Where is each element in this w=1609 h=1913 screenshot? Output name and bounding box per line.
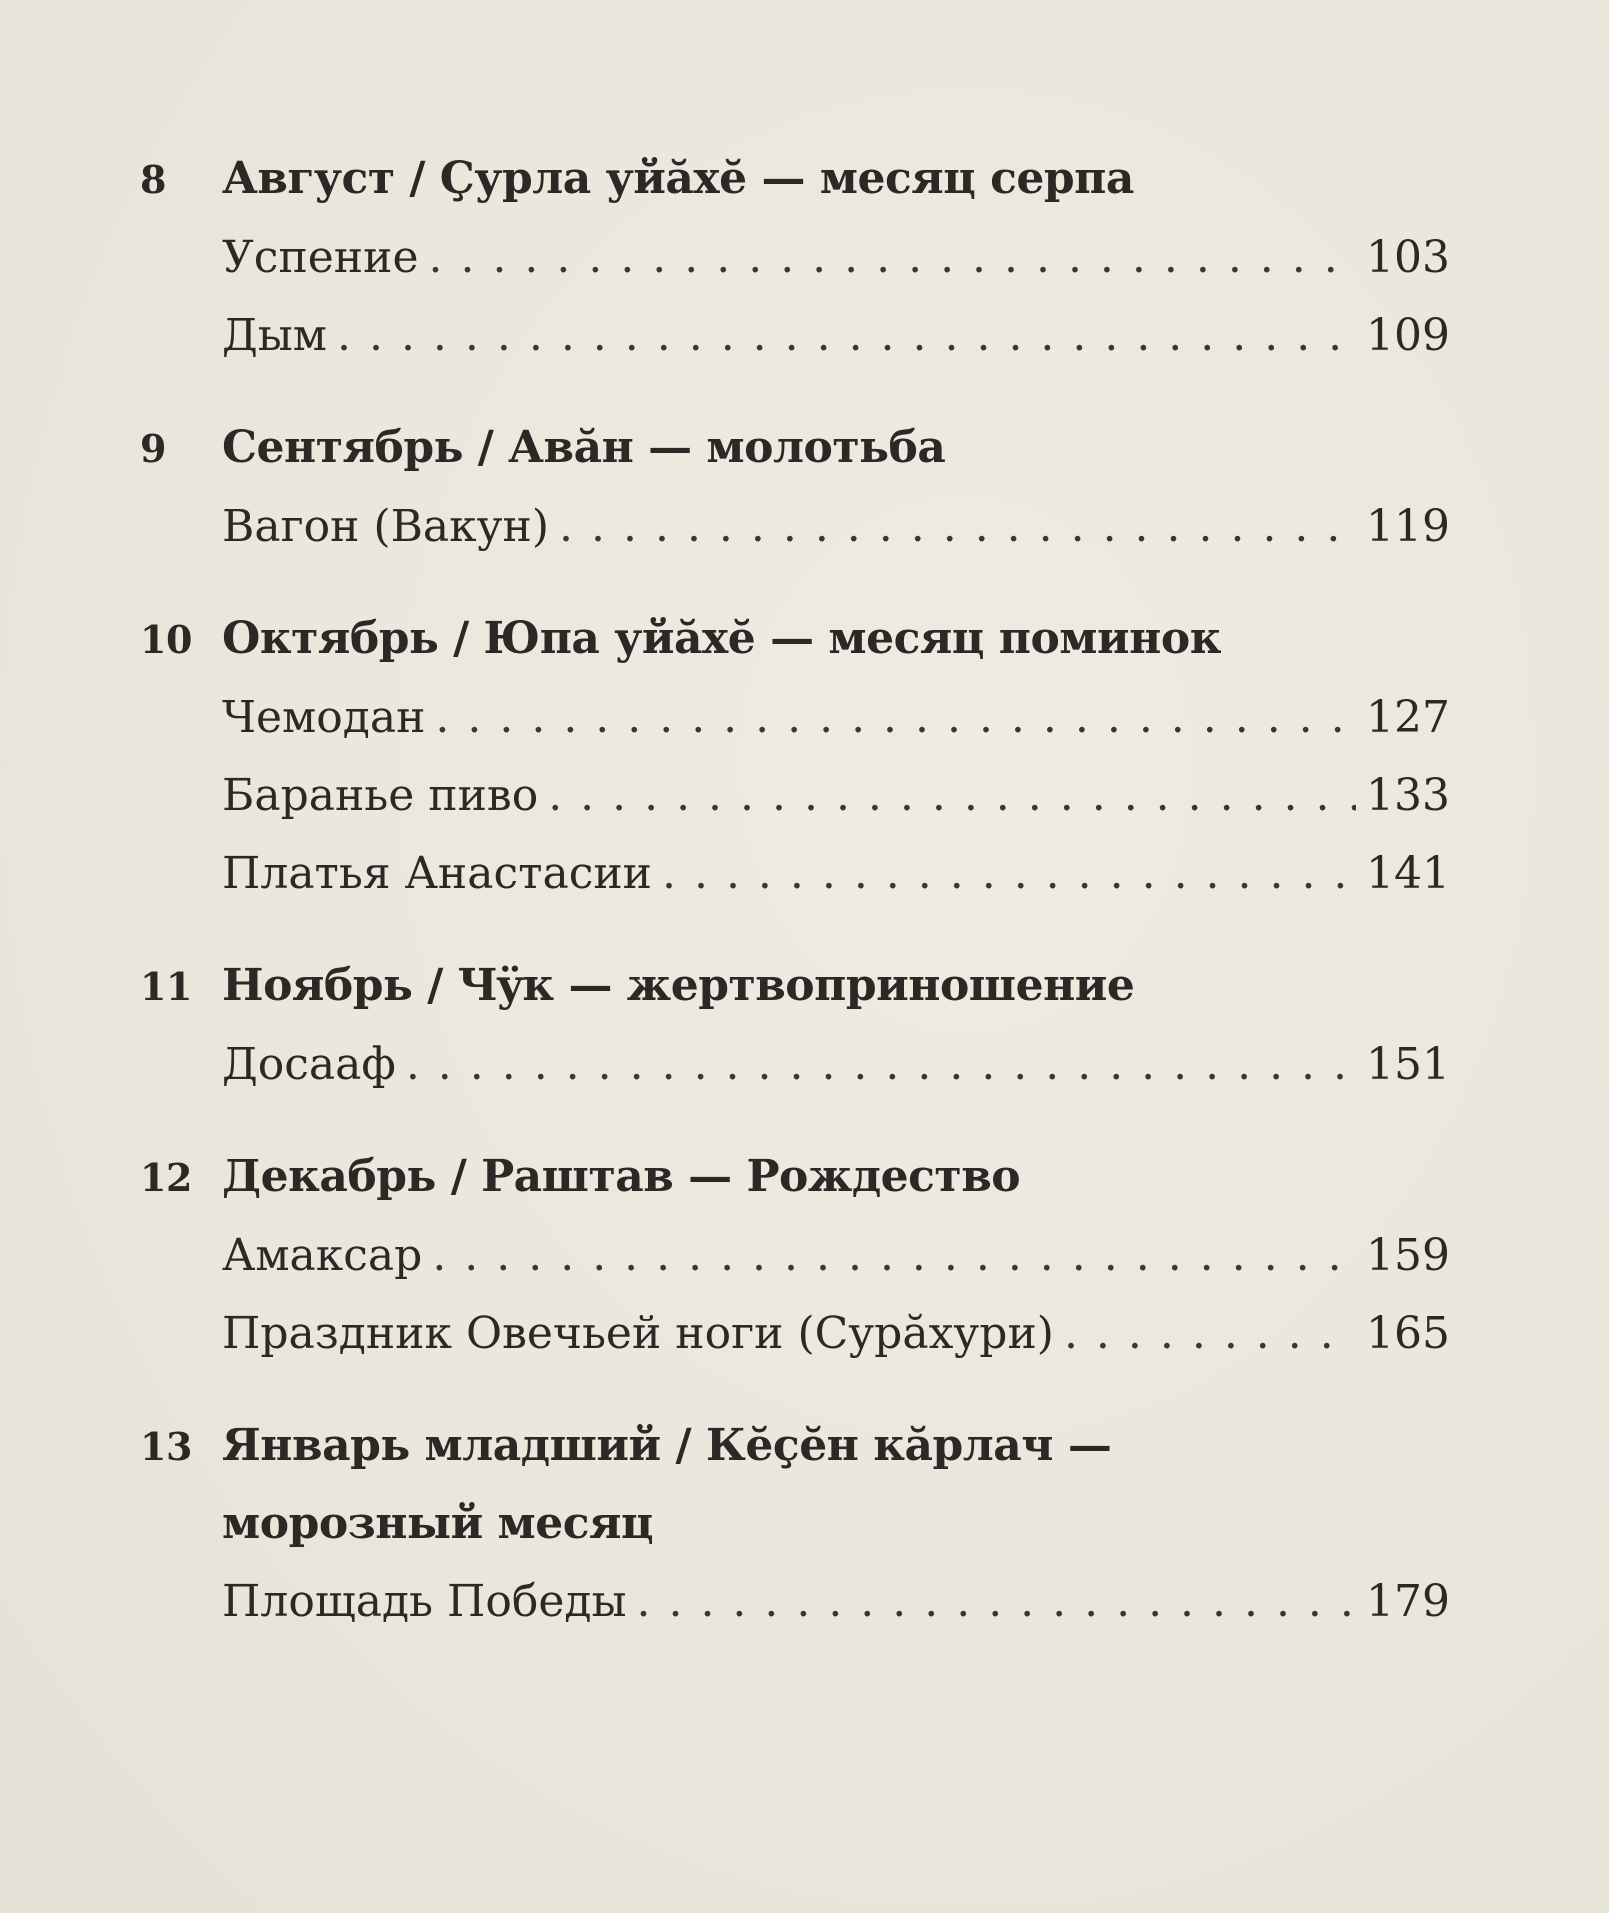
section-heading xyxy=(140,140,1450,219)
entry-page-number: 141 xyxy=(1366,848,1450,899)
section-title xyxy=(222,1407,1450,1563)
entry-page-number: 179 xyxy=(1366,1576,1450,1627)
entry-label: Платья Анастасии xyxy=(222,848,652,899)
toc-entry[interactable] xyxy=(222,1217,1450,1295)
section-title: Август / Çурла уйăхĕ — месяц серпа xyxy=(222,153,1134,204)
dot-leader xyxy=(637,1563,1357,1641)
entry-label: Досааф xyxy=(222,1039,396,1090)
section-heading xyxy=(140,600,1450,679)
entry-page-number: 133 xyxy=(1366,770,1450,821)
toc-entry[interactable] xyxy=(222,835,1450,913)
entry-label: Дым xyxy=(222,310,328,361)
dot-leader xyxy=(559,488,1356,566)
section-number: 13 xyxy=(140,1424,192,1469)
dot-leader xyxy=(337,297,1356,375)
section-number: 11 xyxy=(140,964,192,1009)
toc-entry[interactable] xyxy=(222,679,1450,757)
section-number: 9 xyxy=(140,426,166,471)
entry-label: Чемодан xyxy=(222,692,426,743)
section-title: Ноябрь / Чÿк — жертвоприношение xyxy=(222,960,1135,1011)
entry-page-number: 165 xyxy=(1366,1308,1450,1359)
dot-leader xyxy=(1064,1295,1356,1373)
toc-section xyxy=(140,1138,1450,1373)
dot-leader xyxy=(406,1026,1356,1104)
entry-label: Баранье пиво xyxy=(222,770,539,821)
dot-leader xyxy=(662,835,1356,913)
section-title: Сентябрь / Авăн — молотьба xyxy=(222,422,946,473)
section-number: 10 xyxy=(140,617,192,662)
toc-entry[interactable] xyxy=(222,1563,1450,1641)
section-title-line-1: Январь младший / Кĕçĕн кăрлач — xyxy=(222,1420,1112,1471)
entry-page-number: 159 xyxy=(1366,1230,1450,1281)
toc-section xyxy=(140,409,1450,566)
entry-page-number: 109 xyxy=(1366,310,1450,361)
entry-page-number: 151 xyxy=(1366,1039,1450,1090)
dot-leader xyxy=(435,679,1356,757)
toc-entry[interactable] xyxy=(222,757,1450,835)
toc-section xyxy=(140,947,1450,1104)
entry-label: Площадь Победы xyxy=(222,1576,627,1627)
toc-entry[interactable] xyxy=(222,219,1450,297)
section-number: 12 xyxy=(140,1155,192,1200)
toc-entry[interactable] xyxy=(222,1026,1450,1104)
section-number: 8 xyxy=(140,157,166,202)
entry-page-number: 119 xyxy=(1366,501,1450,552)
toc-section xyxy=(140,600,1450,913)
entry-label: Амаксар xyxy=(222,1230,423,1281)
section-title-line-2: морозный месяц xyxy=(222,1498,654,1549)
toc-entry[interactable] xyxy=(222,1295,1450,1373)
section-heading xyxy=(140,1138,1450,1217)
entry-label: Вагон (Вакун) xyxy=(222,501,550,552)
dot-leader xyxy=(548,757,1356,835)
dot-leader xyxy=(429,219,1357,297)
entry-label: Праздник Овечьей ноги (Сурăхури) xyxy=(222,1308,1054,1359)
toc-section xyxy=(140,140,1450,375)
toc-entry[interactable] xyxy=(222,297,1450,375)
entry-page-number: 127 xyxy=(1366,692,1450,743)
table-of-contents xyxy=(140,140,1450,1675)
section-title: Декабрь / Раштав — Рождество xyxy=(222,1151,1021,1202)
entry-label: Успение xyxy=(222,232,419,283)
entry-page-number: 103 xyxy=(1366,232,1450,283)
dot-leader xyxy=(432,1217,1356,1295)
section-heading xyxy=(140,409,1450,488)
toc-entry[interactable] xyxy=(222,488,1450,566)
toc-section xyxy=(140,1407,1450,1641)
section-title: Октябрь / Юпа уйăхĕ — месяц поминок xyxy=(222,613,1221,664)
section-heading xyxy=(140,1407,1450,1563)
section-heading xyxy=(140,947,1450,1026)
